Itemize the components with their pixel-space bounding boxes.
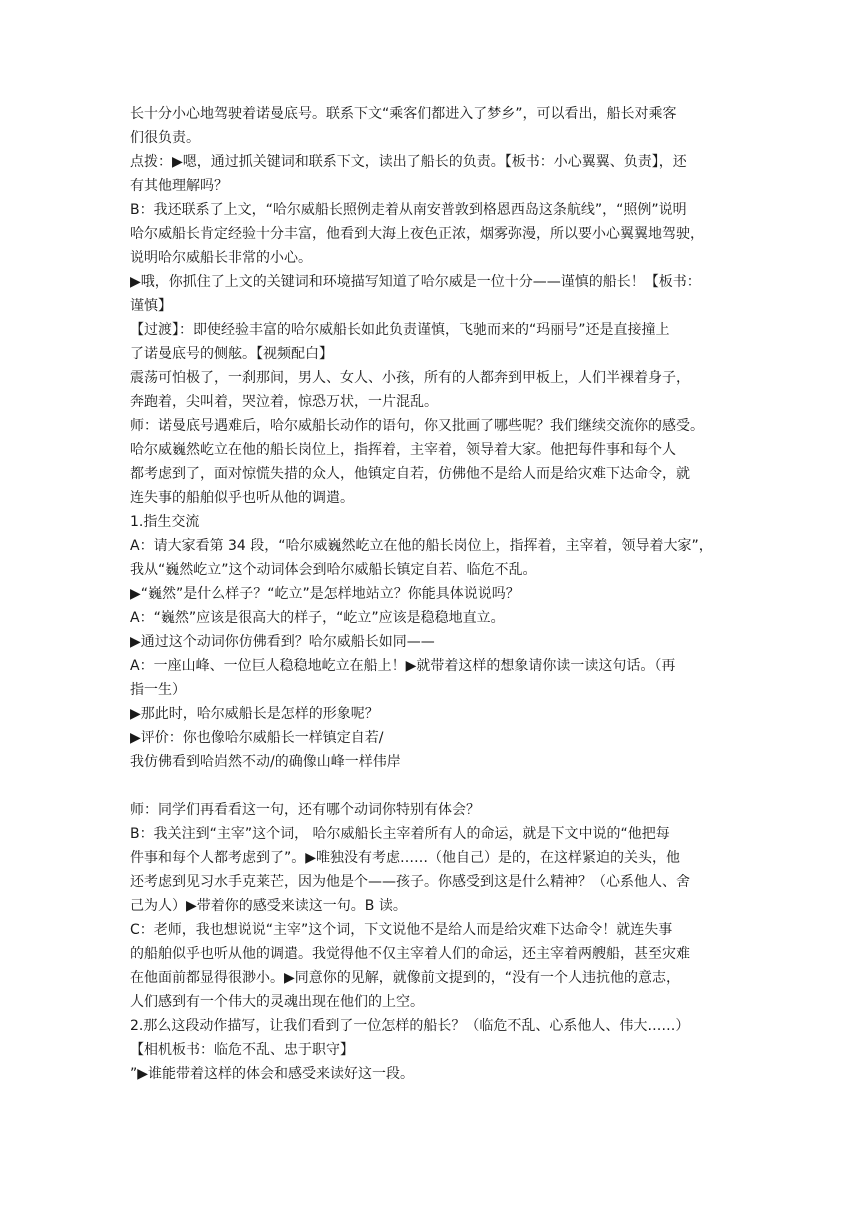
- text-line: A：“巍然”应该是很高大的样子，“屹立”应该是稳稳地直立。: [130, 610, 505, 626]
- text-line: 我仿佛看到哈岿然不动/的确像山峰一样伟岸: [130, 754, 401, 770]
- text-line: A：请大家看第 34 段，“哈尔威巍然屹立在他的船长岗位上，指挥着，主宰着，领导着大家”，: [130, 538, 713, 554]
- text-line: 们很负责。: [130, 130, 200, 146]
- text-line: 【过渡】：即使经验丰富的哈尔威船长如此负责谨慎，飞驰而来的“玛丽号”还是直接撞上: [130, 322, 670, 338]
- text-line: ▶评价：你也像哈尔威船长一样镇定自若/: [130, 730, 384, 746]
- text-line: 哈尔威巍然屹立在他的船长岗位上，指挥着，主宰着，领导着大家。他把每件事和每个人: [130, 442, 676, 458]
- text-line: B：我关注到“主宰”这个词， 哈尔威船长主宰着所有人的命运，就是下文中说的“他把每: [130, 826, 670, 842]
- text-line: 【相机板书：临危不乱、忠于职守】: [130, 1042, 354, 1058]
- text-line: A：一座山峰、一位巨人稳稳地屹立在船上！▶就带着这样的想象请你读一读这句话。（再: [130, 658, 676, 674]
- text-line: ▶那此时，哈尔威船长是怎样的形象呢？: [130, 706, 379, 722]
- text-line: 人们感到有一个伟大的灵魂出现在他们的上空。: [130, 994, 424, 1010]
- text-line: 长十分小心地驾驶着诺曼底号。联系下文“乘客们都进入了梦乡”，可以看出，船长对乘客: [130, 106, 677, 122]
- text-block-opening: [130, 102, 730, 438]
- text-line: 在他面前都显得很渺小。▶同意你的见解，就像前文提到的，“没有一个人违抗他的意志，: [130, 970, 681, 986]
- text-line: 连失事的船舶似乎也听从他的调遣。: [130, 490, 354, 506]
- text-line: 哈尔威船长肯定经验十分丰富，他看到大海上夜色正浓，烟雾弥漫，所以要小心翼翼地驾驶，: [130, 226, 704, 242]
- text-line: C：老师，我也想说说“主宰”这个词，下文说他不是给人而是给灾难下达命令！就连失事: [130, 922, 673, 938]
- text-line: 的船舶似乎也听从他的调遣。我觉得他不仅主宰着人们的命运，还主宰着两艘船，甚至灾难: [130, 946, 690, 962]
- text-line: 件事和每个人都考虑到了”。▶唯独没有考虑……（他自己）是的，在这样紧迫的关头，他: [130, 850, 681, 866]
- text-line: 都考虑到了，面对惊慌失措的众人，他镇定自若，仿佛他不是给人而是给灾难下达命令，就: [130, 466, 690, 482]
- text-line: 奔跑着，尖叫着，哭泣着，惊恐万状，一片混乱。: [130, 394, 438, 410]
- text-line: 2.那么这段动作描写，让我们看到了一位怎样的船长？（临危不乱、心系他人、伟大……）: [130, 1018, 690, 1034]
- text-line: 师：诺曼底号遇难后，哈尔威船长动作的语句，你又批画了哪些呢？我们继续交流你的感受。: [130, 418, 704, 434]
- text-line: 说明哈尔威船长非常的小心。: [130, 250, 312, 266]
- text-line: ▶哦，你抓住了上文的关键词和环境描写知道了哈尔威是一位十分——谨慎的船长！【板书：: [130, 274, 701, 290]
- text-line: 点拨：▶嗯，通过抓关键词和联系下文，读出了船长的负责。【板书：小心翼翼、负责】，还: [130, 154, 687, 170]
- text-line: 有其他理解吗？: [130, 178, 228, 194]
- text-line: B：我还联系了上文，“哈尔威船长照例走着从南安普敦到格恩西岛这条航线”，“照例”说明: [130, 202, 687, 218]
- text-line: ▶通过这个动词你仿佛看到？哈尔威船长如同——: [130, 634, 435, 650]
- text-line: 我从“巍然屹立”这个动词体会到哈尔威船长镇定自若、临危不乱。: [130, 562, 537, 578]
- text-line: 了诺曼底号的侧舷。【视频配白】: [130, 346, 333, 362]
- text-line: 指一生）: [130, 682, 186, 698]
- text-line: 震荡可怕极了，一刹那间，男人、女人、小孩，所有的人都奔到甲板上，人们半裸着身子，: [130, 370, 690, 386]
- text-block-quote-discussion: [130, 438, 730, 774]
- text-line: ”▶谁能带着这样的体会和感受来读好这一段。: [130, 1066, 415, 1082]
- text-block-further-discussion: [130, 798, 730, 1086]
- text-line: 己为人）▶带着你的感受来读这一句。B 读。: [130, 898, 407, 914]
- text-line: ▶“巍然”是什么样子？“屹立”是怎样地站立？你能具体说说吗？: [130, 586, 520, 602]
- text-line: 师：同学们再看看这一句，还有哪个动词你特别有体会？: [130, 802, 480, 818]
- text-line: 1.指生交流: [130, 514, 200, 530]
- text-line: 还考虑到见习水手克莱芒，因为他是个——孩子。你感受到这是什么精神？（心系他人、舍: [130, 874, 690, 890]
- text-line: 谨慎】: [130, 298, 172, 314]
